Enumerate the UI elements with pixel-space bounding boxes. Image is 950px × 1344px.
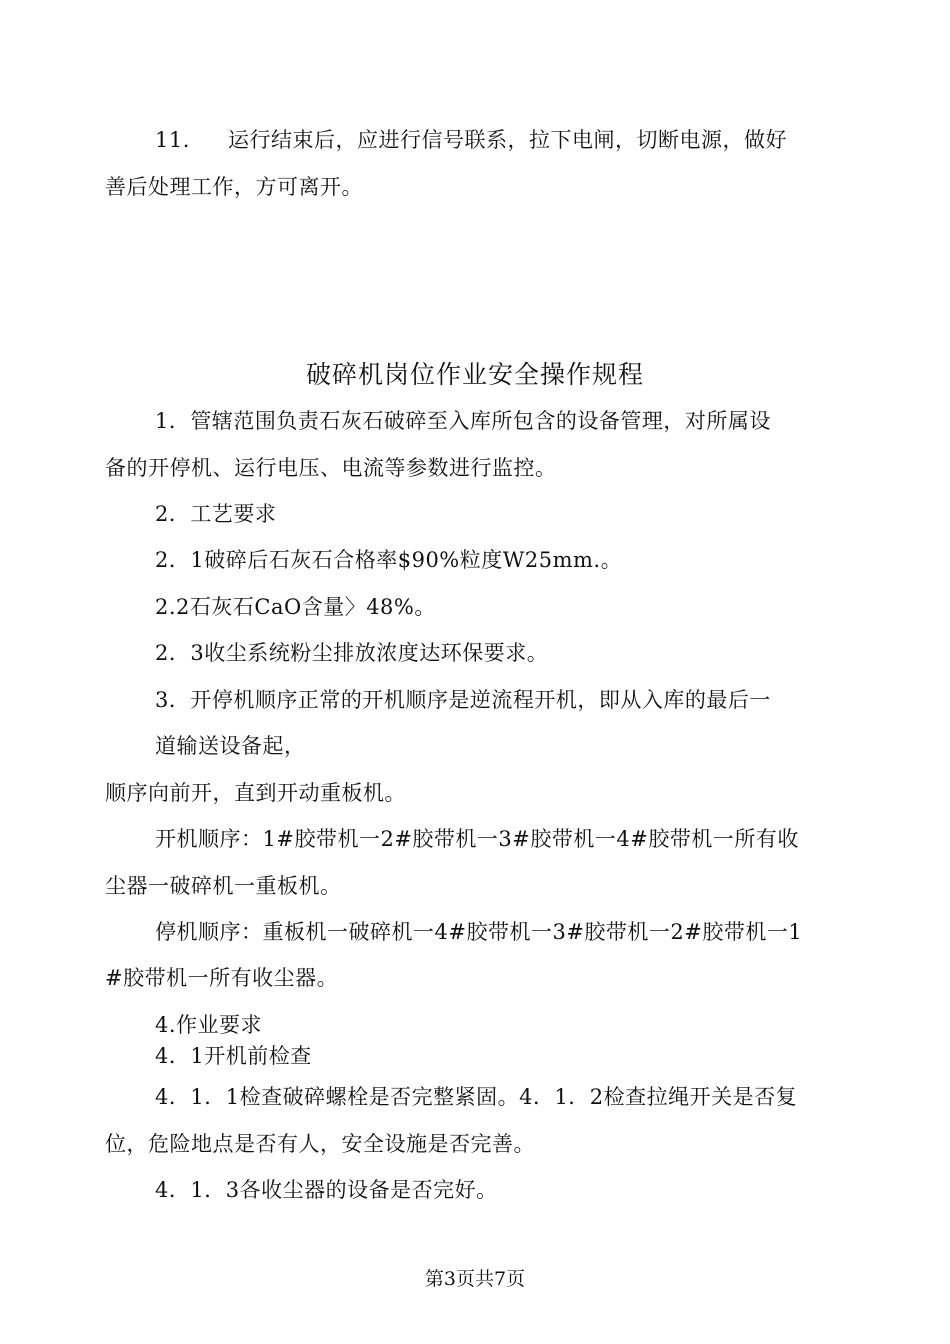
start-sequence-line-2: 尘器一破碎机一重板机。 <box>105 874 342 898</box>
para-2-2: 2.2石灰石CaO含量〉48%。 <box>155 595 436 619</box>
para-1-line-2: 备的开停机、运行电压、电流等参数进行监控。 <box>105 456 557 480</box>
para-4-heading: 4.作业要求 <box>155 1013 263 1037</box>
para-3-line-3: 顺序向前开，直到开动重板机。 <box>105 781 406 805</box>
para-2-heading: 2．工艺要求 <box>155 502 277 526</box>
para-2-3: 2．3收尘系统粉尘排放浓度达环保要求。 <box>155 641 549 665</box>
para-1-line-1: 1．管辖范围负责石灰石破碎至入库所包含的设备管理，对所属设 <box>155 409 771 433</box>
para-3-line-1: 3．开停机顺序正常的开机顺序是逆流程开机，即从入库的最后一 <box>155 688 771 712</box>
paragraph-11-line-1 <box>0 125 190 155</box>
start-sequence-line-1: 开机顺序：1#胶带机一2#胶带机一3#胶带机一4#胶带机一所有收 <box>155 827 799 851</box>
para-4-1-3: 4．1．3各收尘器的设备是否完好。 <box>155 1178 498 1202</box>
para-2-1: 2．1破碎后石灰石合格率$90%粒度W25mm.。 <box>155 548 623 572</box>
stop-sequence-line-2: #胶带机一所有收尘器。 <box>105 966 339 990</box>
document-title: 破碎机岗位作业安全操作规程 <box>305 360 644 389</box>
para-3-line-2: 道输送设备起， <box>155 734 306 758</box>
para-4-1: 4．1开机前检查 <box>155 1044 312 1068</box>
paragraph-11-text-line-2: 善后处理工作，方可离开。 <box>105 175 363 199</box>
page-number-footer: 第3页共7页 <box>424 1268 526 1290</box>
paragraph-11-number: 11. <box>155 128 190 152</box>
paragraph-11-text-line-1: 运行结束后，应进行信号联系，拉下电闸，切断电源，做好 <box>228 128 787 152</box>
stop-sequence-line-1: 停机顺序：重板机一破碎机一4#胶带机一3#胶带机一2#胶带机一1 <box>155 920 803 944</box>
para-4-1-1-line-1: 4．1．1检查破碎螺栓是否完整紧固。4．1．2检查拉绳开关是否复 <box>155 1085 798 1109</box>
para-4-1-1-line-2: 位，危险地点是否有人，安全设施是否完善。 <box>105 1132 535 1156</box>
